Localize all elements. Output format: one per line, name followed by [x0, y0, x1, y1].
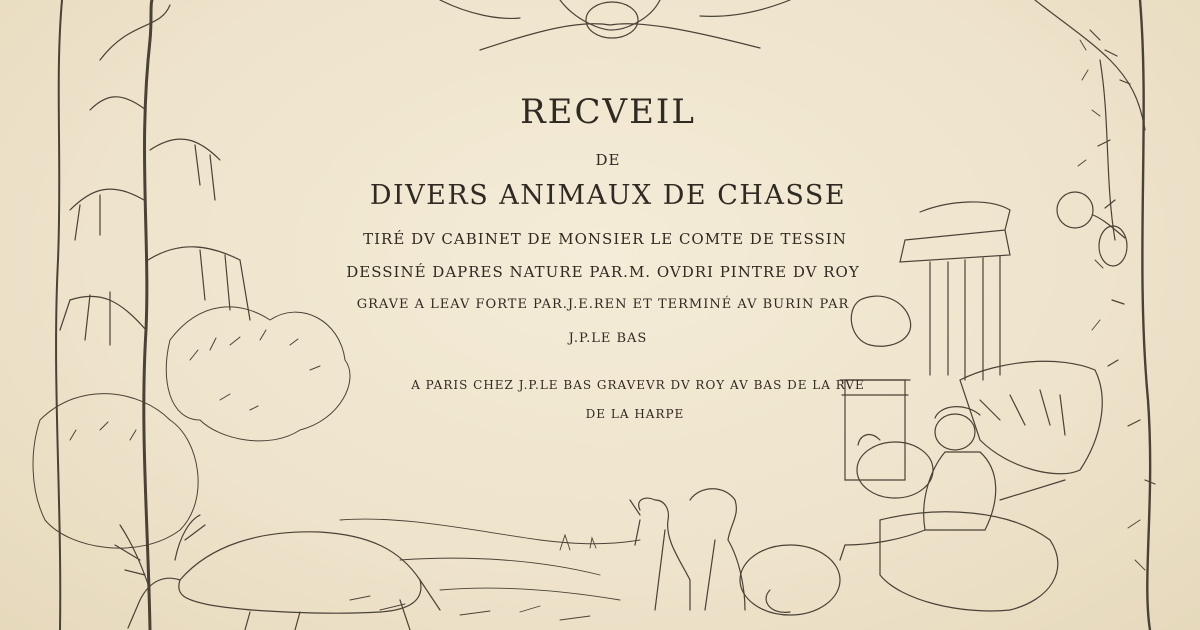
top-trophy-ornament — [440, 0, 790, 50]
hunting-dogs — [630, 489, 840, 615]
print-credit-line-2: DESSINÉ DAPRES NATURE PAR.M. OVDRI PINTRE DV ROY — [346, 263, 860, 281]
print-title-de: DE — [595, 151, 621, 169]
print-publisher-line-1: A PARIS CHEZ J.P.LE BAS GRAVEVR DV ROY AV BAS DE LA RVE — [411, 378, 865, 392]
print-credit-line-1: TIRÉ DV CABINET DE MONSIER LE COMTE DE TESSIN — [363, 230, 847, 248]
print-credit-line-4: J.P.LE BAS — [568, 331, 648, 346]
fallen-stag — [115, 515, 440, 630]
print-publisher-line-2: DE LA HARPE — [585, 407, 685, 421]
boy-with-horn — [840, 407, 1065, 560]
ground — [340, 519, 640, 620]
print-title: RECVEIL — [520, 92, 696, 132]
rocks — [880, 361, 1102, 611]
print-credit-line-3: GRAVE A LEAV FORTE PAR.J.E.REN ET TERMINÉ AV BURIN PAR — [356, 297, 850, 312]
print-subtitle: DIVERS ANIMAUX DE CHASSE — [369, 180, 847, 211]
